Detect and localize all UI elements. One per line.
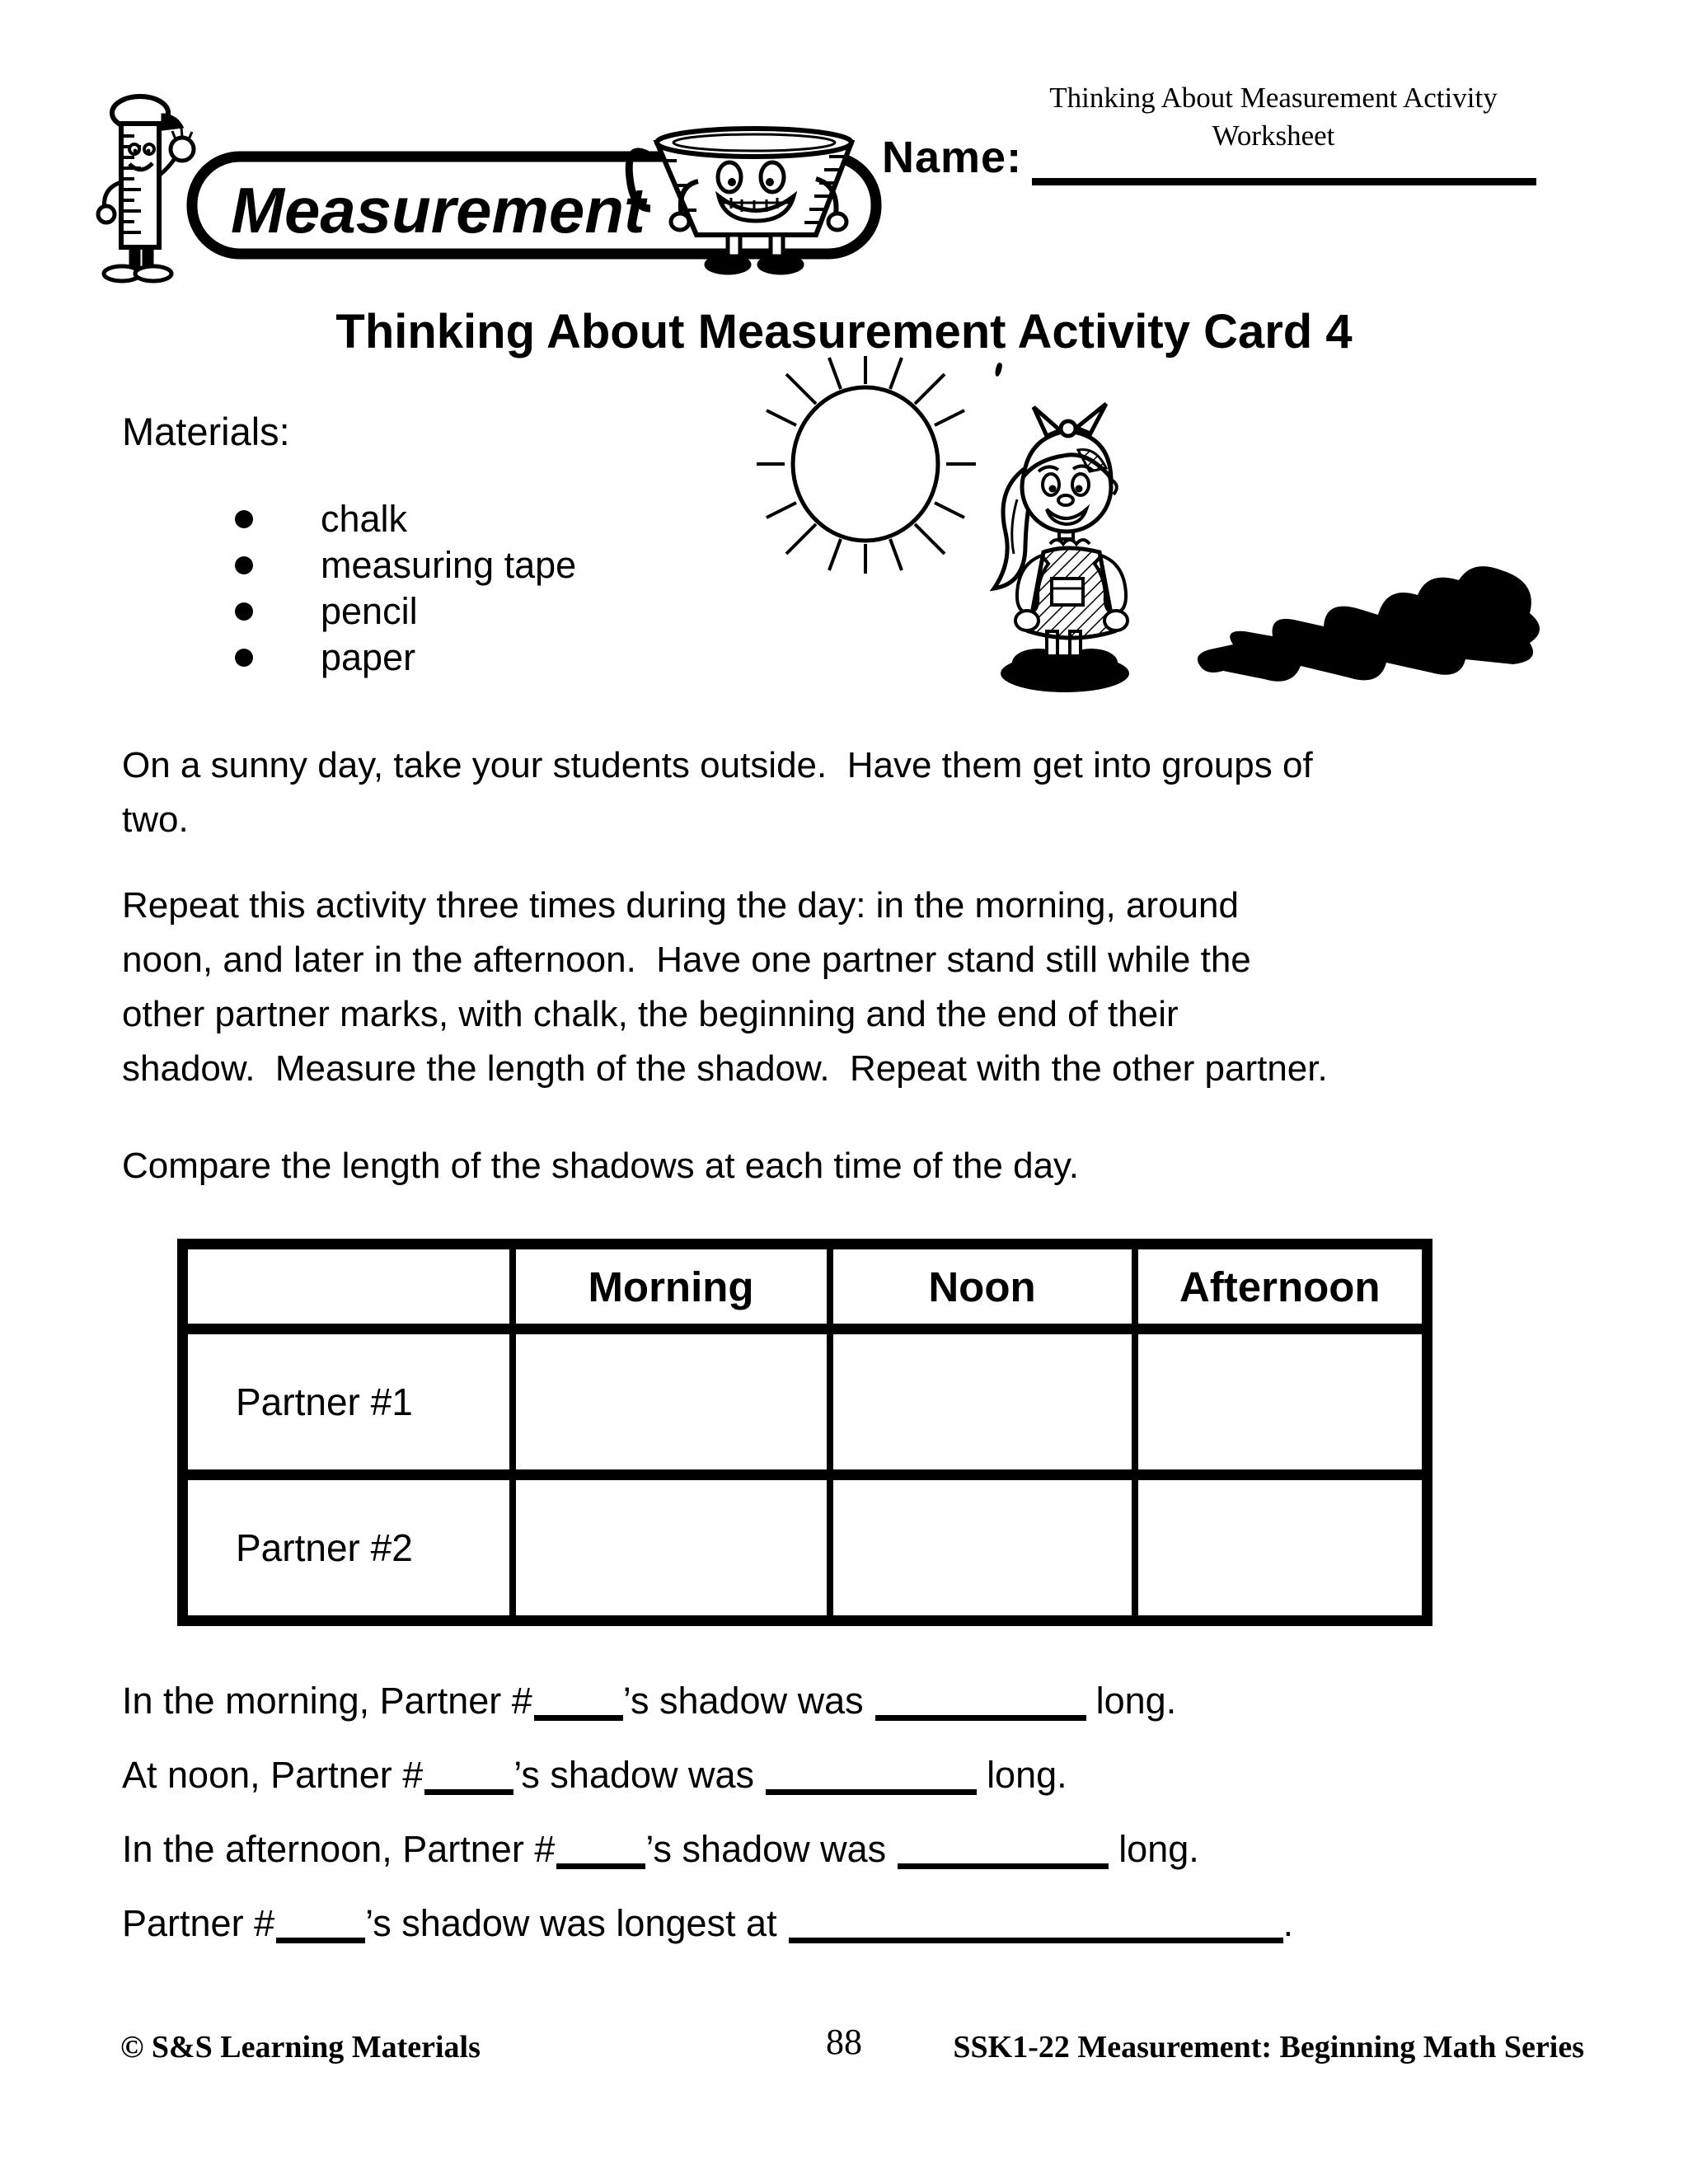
table-cell[interactable] — [513, 1329, 830, 1475]
bullet-icon — [235, 602, 253, 621]
column-header-noon: Noon — [830, 1244, 1135, 1329]
blank-line[interactable] — [789, 1909, 1283, 1943]
blank-line[interactable] — [556, 1835, 645, 1869]
blank-line[interactable] — [534, 1686, 623, 1721]
paragraph-line: shadow. Measure the length of the shadow. Repeat with the other partner. — [122, 1048, 1328, 1089]
table-row-partner-1 — [183, 1329, 1428, 1475]
sentence-text: At noon, Partner # — [122, 1754, 424, 1796]
measurement-banner-logo — [70, 78, 894, 293]
list-item — [235, 542, 576, 588]
bullet-icon — [235, 510, 253, 528]
paragraph-line: other partner marks, with chalk, the beginning and the end of their — [122, 994, 1179, 1034]
row-label: Partner #1 — [183, 1329, 513, 1475]
item-label: chalk — [321, 498, 408, 540]
instruction-paragraph-3 — [122, 1139, 1597, 1193]
list-item — [235, 588, 576, 635]
item-label: measuring tape — [321, 544, 577, 586]
blank-line[interactable] — [898, 1835, 1109, 1869]
ruler-mascot-icon — [98, 96, 194, 281]
sun-icon — [752, 353, 986, 590]
instruction-paragraph-1 — [122, 738, 1597, 847]
paragraph-line: Compare the length of the shadows at each time of the day. — [122, 1146, 1079, 1186]
list-item — [235, 496, 576, 542]
worksheet-label — [948, 79, 1599, 155]
paragraph-line: two. — [122, 799, 189, 840]
materials-heading: Materials: — [122, 410, 290, 453]
table-cell[interactable] — [1135, 1475, 1428, 1621]
instruction-paragraph-2 — [122, 879, 1597, 1096]
item-label: paper — [321, 636, 416, 678]
blank-line[interactable] — [766, 1760, 977, 1795]
shadow-record-table — [177, 1239, 1432, 1626]
paragraph-line: On a sunny day, take your students outside. Have them get into groups of — [122, 745, 1313, 785]
fill-in-sentence-morning — [122, 1676, 1176, 1726]
bullet-icon — [235, 649, 253, 667]
materials-list — [235, 496, 576, 681]
sentence-text: ’s shadow was — [645, 1828, 887, 1870]
worksheet-label-line1: Thinking About Measurement Activity — [1049, 82, 1498, 114]
fill-in-sentence-longest — [122, 1899, 1293, 1948]
footer-copyright: © S&S Learning Materials — [120, 2030, 481, 2064]
scan-artifact-mark — [994, 362, 1003, 377]
girl-illustration — [981, 392, 1147, 699]
paragraph-line: Repeat this activity three times during the day: in the morning, around — [122, 885, 1239, 926]
table-cell[interactable] — [1135, 1329, 1428, 1475]
column-header-afternoon: Afternoon — [1135, 1244, 1428, 1329]
sentence-text: ’s shadow was longest at — [365, 1902, 777, 1944]
name-blank-line[interactable] — [1032, 178, 1536, 185]
paragraph-line: noon, and later in the afternoon. Have one partner stand still while the — [122, 940, 1251, 980]
blank-line[interactable] — [424, 1760, 513, 1795]
sentence-text: long. — [1095, 1680, 1177, 1722]
row-label: Partner #2 — [183, 1475, 513, 1621]
footer-series-label: SSK1-22 Measurement: Beginning Math Series — [953, 2030, 1584, 2064]
header-row — [183, 1244, 1428, 1329]
table-cell[interactable] — [830, 1329, 1135, 1475]
corner-header-cell — [183, 1244, 513, 1329]
sentence-text: long. — [987, 1754, 1067, 1796]
page-number: 88 — [826, 2022, 862, 2062]
worksheet-label-line2: Worksheet — [1212, 120, 1335, 152]
sentence-text: In the afternoon, Partner # — [122, 1828, 556, 1870]
table-cell[interactable] — [830, 1475, 1135, 1621]
fill-in-sentence-afternoon — [122, 1825, 1199, 1874]
table-cell[interactable] — [513, 1475, 830, 1621]
list-item — [235, 635, 576, 681]
sentence-text: . — [1282, 1902, 1294, 1944]
shadow-silhouette-illustration — [1193, 536, 1556, 707]
sentence-text: long. — [1118, 1828, 1199, 1870]
column-header-morning: Morning — [513, 1244, 830, 1329]
table-row-partner-2 — [183, 1475, 1428, 1621]
name-label: Name: — [882, 133, 1023, 182]
fill-in-sentence-noon — [122, 1750, 1067, 1800]
sentence-text: ’s shadow was — [513, 1754, 755, 1796]
banner-title: Measurement — [231, 174, 645, 246]
sentence-text: ’s shadow was — [622, 1680, 864, 1722]
blank-line[interactable] — [875, 1686, 1086, 1721]
sentence-text: In the morning, Partner # — [122, 1680, 532, 1722]
page-title: Thinking About Measurement Activity Card 4 — [335, 305, 1353, 359]
bullet-icon — [235, 556, 253, 574]
item-label: pencil — [321, 590, 418, 632]
sentence-text: Partner # — [122, 1902, 275, 1944]
blank-line[interactable] — [276, 1909, 365, 1943]
